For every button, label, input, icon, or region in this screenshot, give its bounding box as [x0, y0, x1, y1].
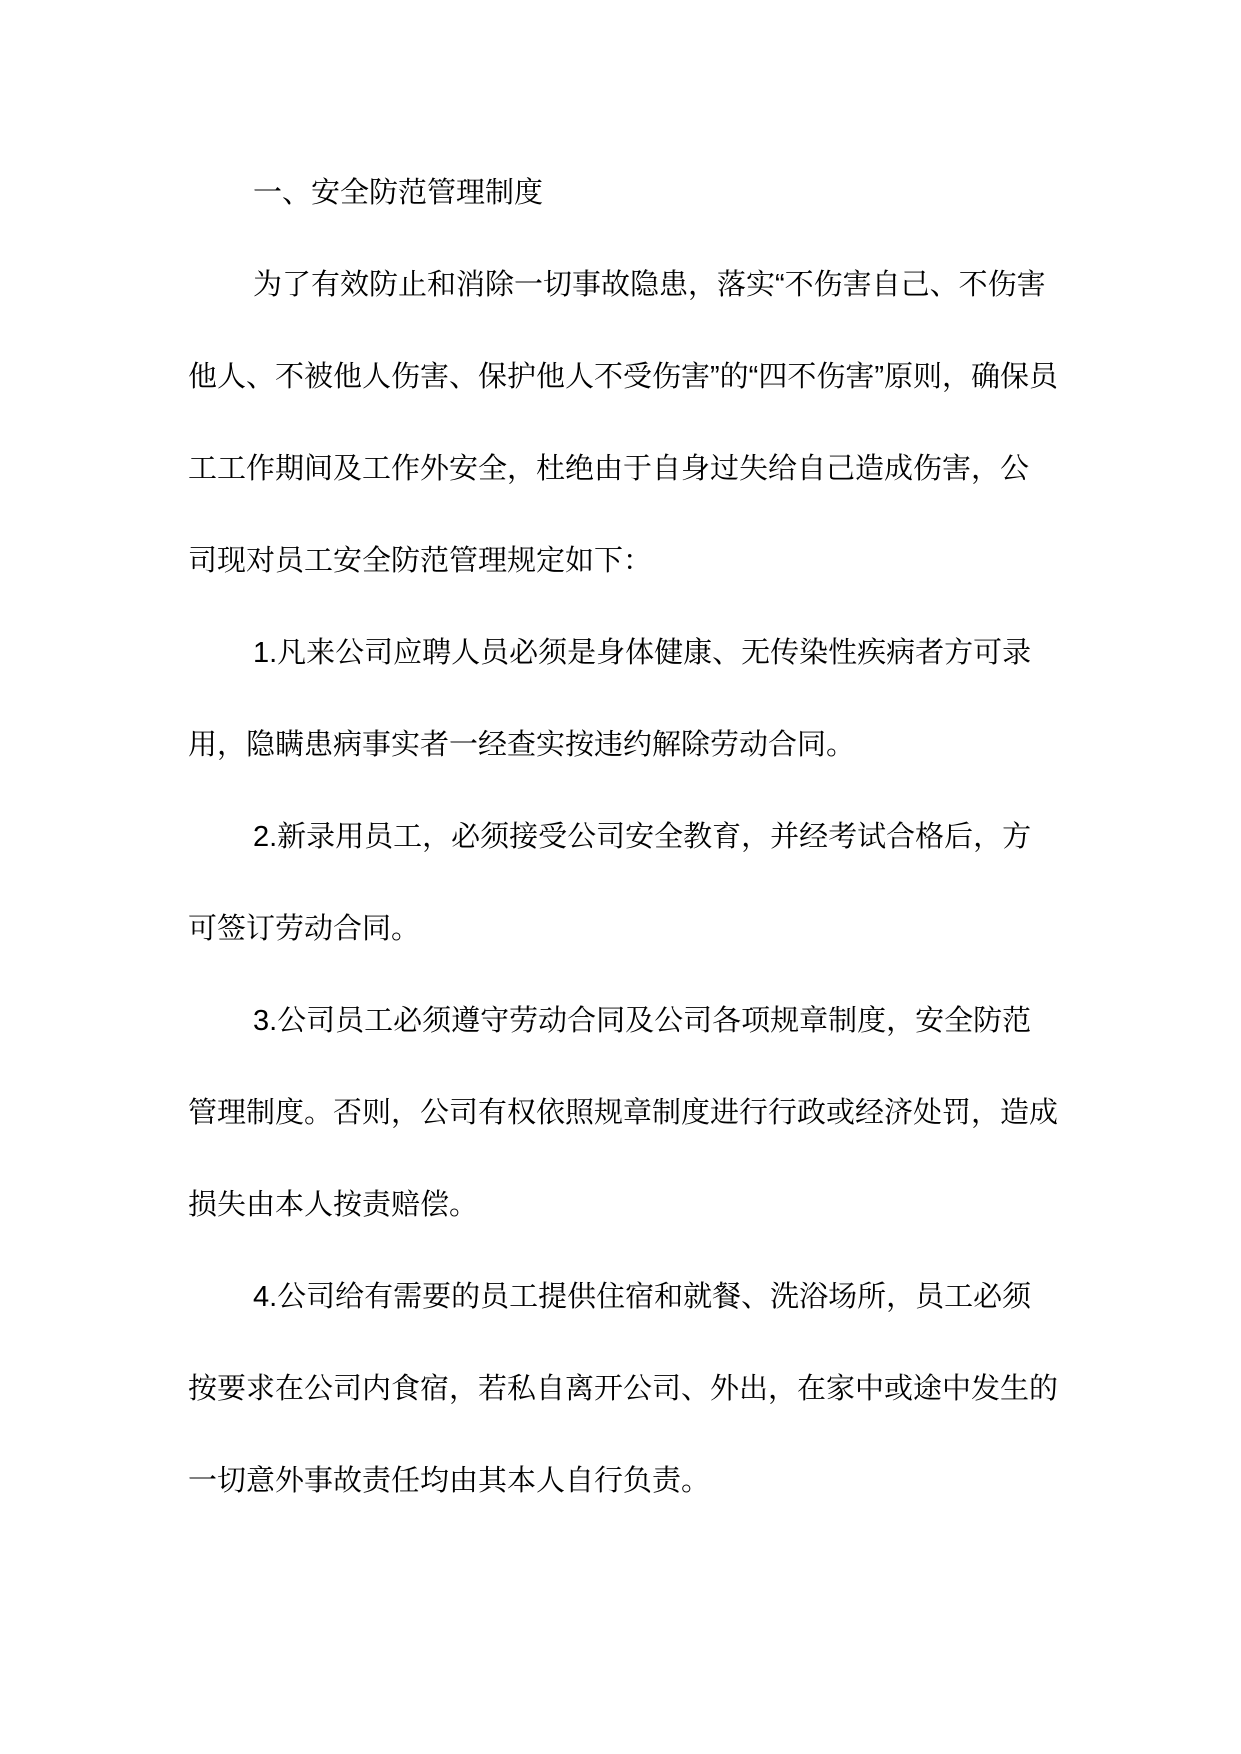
paragraph-line: 2.新录用员工，必须接受公司安全教育，并经考试合格后，方	[253, 821, 1032, 853]
paragraph-line: 损失由本人按责赔偿。	[188, 1189, 479, 1221]
paragraph-line: 3.公司员工必须遵守劳动合同及公司各项规章制度，安全防范	[253, 1005, 1032, 1037]
paragraph-line: 用，隐瞒患病事实者一经查实按违约解除劳动合同。	[188, 729, 856, 761]
paragraph-line: 管理制度。否则，公司有权依照规章制度进行行政或经济处罚，造成	[188, 1097, 1059, 1129]
paragraph-line: 为了有效防止和消除一切事故隐患，落实“不伤害自己、不伤害	[253, 269, 1046, 301]
paragraph-line: 可签订劳动合同。	[188, 913, 421, 945]
paragraph-line: 一切意外事故责任均由其本人自行负责。	[188, 1465, 711, 1497]
paragraph-line: 司现对员工安全防范管理规定如下：	[188, 545, 653, 577]
paragraph-line: 他人、不被他人伤害、保护他人不受伤害”的“四不伤害”原则，确保员	[188, 361, 1058, 393]
paragraph-line: 4.公司给有需要的员工提供住宿和就餐、洗浴场所，员工必须	[253, 1281, 1032, 1313]
section-heading: 一、安全防范管理制度	[253, 177, 544, 209]
paragraph-line: 按要求在公司内食宿，若私自离开公司、外出，在家中或途中发生的	[188, 1373, 1059, 1405]
paragraph-line: 工工作期间及工作外安全，杜绝由于自身过失给自己造成伤害，公	[188, 453, 1030, 485]
paragraph-line: 1.凡来公司应聘人员必须是身体健康、无传染性疾病者方可录	[253, 637, 1032, 669]
